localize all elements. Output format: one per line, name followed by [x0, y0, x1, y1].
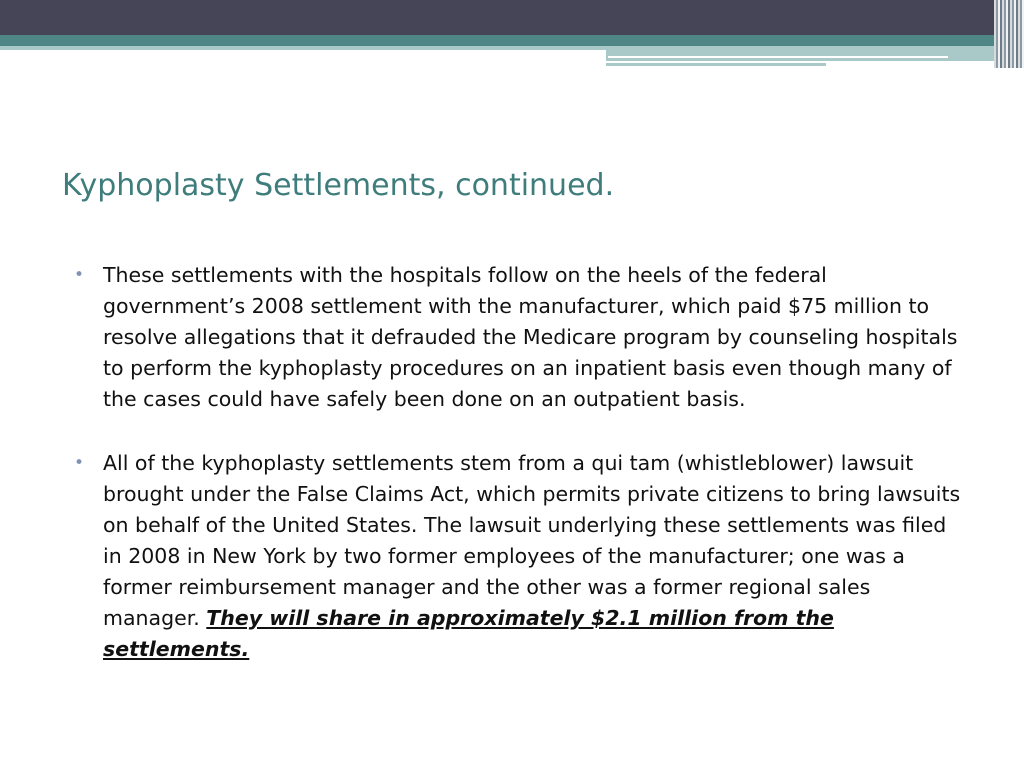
- bullet-item-1: [70, 260, 970, 415]
- header-step-line: [606, 63, 826, 66]
- bullet-text-1: These settlements with the hospitals follow on the heels of the federal government’s 2008 settlement with the manufacturer, which paid $75 million to resolve allegations that it defrauded the Medicare program by counseling hospitals to perform the kyphoplasty procedures on an inpatient basis even though many of the cases could have safely been done on an outpatient basis.: [103, 263, 958, 411]
- slide-body: [70, 260, 970, 698]
- bullet-text-2: All of the kyphoplasty settlements stem from a qui tam (whistleblower) lawsuit brought under the False Claims Act, which permits private citizens to bring lawsuits on behalf of the United States. The lawsuit underlying these settlements was filed in 2008 in New York by two former employees of the manufacturer; one was a former reimbursement manager and the other was a former regional sales manager.: [103, 451, 961, 630]
- bullet-dot-icon: •: [74, 265, 85, 285]
- header-teal-band: [0, 35, 1024, 46]
- header-light-band: [0, 46, 606, 50]
- header-step-band: [606, 46, 1024, 61]
- bullet-item-2: [70, 448, 970, 665]
- bullet-dot-icon: •: [74, 453, 85, 473]
- header-white-line: [608, 56, 948, 58]
- header-stripes: [994, 0, 1024, 68]
- bullet-emphasis-2: They will share in approximately $2.1 million from the settlements.: [103, 606, 834, 661]
- header-dark-band: [0, 0, 1024, 35]
- slide-title: Kyphoplasty Settlements, continued.: [62, 168, 615, 203]
